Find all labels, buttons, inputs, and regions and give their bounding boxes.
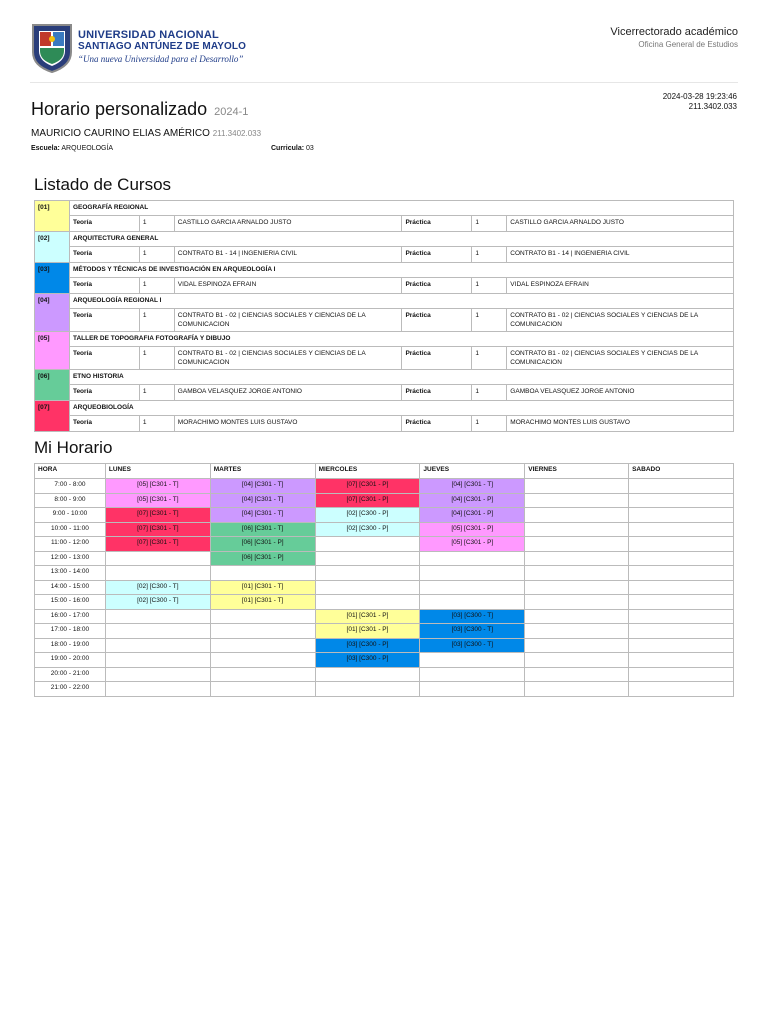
schedule-empty-cell — [525, 624, 629, 639]
schedule-empty-cell — [525, 667, 629, 682]
schedule-class-cell: [04] [C301 - P] — [420, 493, 525, 508]
schedule-row — [35, 653, 734, 668]
schedule-empty-cell — [210, 609, 315, 624]
practice-label: Práctica — [402, 216, 472, 232]
practice-teacher: CASTILLO GARCIA ARNALDO JUSTO — [507, 216, 734, 232]
student-code: 211.3402.033 — [212, 129, 262, 138]
schedule-empty-cell — [315, 667, 420, 682]
course-code: [07] — [35, 401, 70, 432]
theory-groups: 1 — [139, 416, 174, 432]
schedule-class-cell: [02] [C300 - T] — [105, 595, 210, 610]
course-name: ETNO HISTORIA — [69, 370, 733, 385]
schedule-hour: 16:00 - 17:00 — [35, 609, 106, 624]
schedule-class-cell: [03] [C300 - T] — [420, 609, 525, 624]
practice-teacher: GAMBOA VELASQUEZ JORGE ANTONIO — [507, 385, 734, 401]
schedule-class-cell: [07] [C301 - T] — [105, 522, 210, 537]
schedule-hour: 20:00 - 21:00 — [35, 667, 106, 682]
practice-label: Práctica — [402, 416, 472, 432]
schedule-class-cell: [03] [C300 - T] — [420, 638, 525, 653]
schedule-empty-cell — [525, 551, 629, 566]
courses-table — [34, 200, 734, 432]
course-code: [04] — [35, 294, 70, 332]
theory-teacher: GAMBOA VELASQUEZ JORGE ANTONIO — [174, 385, 402, 401]
course-name: TALLER DE TOPOGRAFIA FOTOGRAFÍA Y DIBUJO — [69, 332, 733, 347]
practice-groups: 1 — [472, 278, 507, 294]
schedule-class-cell: [06] [C301 - T] — [210, 522, 315, 537]
course-name: GEOGRAFÍA REGIONAL — [69, 201, 733, 216]
practice-label: Práctica — [402, 247, 472, 263]
course-code: [03] — [35, 263, 70, 294]
university-crest-icon — [30, 22, 74, 74]
schedule-empty-cell — [105, 638, 210, 653]
schedule-empty-cell — [420, 667, 525, 682]
course-header-row — [35, 201, 734, 216]
schedule-empty-cell — [210, 638, 315, 653]
schedule-empty-cell — [525, 595, 629, 610]
schedule-empty-cell — [525, 508, 629, 523]
practice-label: Práctica — [402, 309, 472, 332]
schedule-empty-cell — [420, 653, 525, 668]
course-header-row — [35, 401, 734, 416]
schedule-class-cell: [07] [C301 - P] — [315, 493, 420, 508]
schedule-class-cell: [06] [C301 - P] — [210, 551, 315, 566]
schedule-hour: 18:00 - 19:00 — [35, 638, 106, 653]
theory-teacher: MORACHIMO MONTES LUIS GUSTAVO — [174, 416, 402, 432]
schedule-empty-cell — [315, 566, 420, 581]
schedule-class-cell: [05] [C301 - T] — [105, 493, 210, 508]
theory-groups: 1 — [139, 216, 174, 232]
schedule-empty-cell — [525, 638, 629, 653]
schedule-class-cell: [04] [C301 - T] — [420, 479, 525, 494]
schedule-empty-cell — [525, 522, 629, 537]
schedule-empty-cell — [629, 609, 734, 624]
school-label: Escuela: — [31, 145, 60, 152]
course-header-row — [35, 332, 734, 347]
schedule-class-cell: [04] [C301 - T] — [210, 508, 315, 523]
practice-groups: 1 — [472, 247, 507, 263]
theory-groups: 1 — [139, 385, 174, 401]
practice-label: Práctica — [402, 278, 472, 294]
schedule-empty-cell — [629, 638, 734, 653]
theory-label: Teoría — [69, 278, 139, 294]
schedule-header-cell: LUNES — [105, 464, 210, 479]
theory-label: Teoría — [69, 385, 139, 401]
practice-label: Práctica — [402, 385, 472, 401]
schedule-empty-cell — [210, 624, 315, 639]
course-name: ARQUEOBIOLOGÍA — [69, 401, 733, 416]
theory-label: Teoría — [69, 247, 139, 263]
schedule-empty-cell — [210, 653, 315, 668]
schedule-empty-cell — [629, 580, 734, 595]
schedule-class-cell: [01] [C301 - T] — [210, 580, 315, 595]
schedule-hour: 21:00 - 22:00 — [35, 682, 106, 697]
schedule-empty-cell — [315, 551, 420, 566]
schedule-empty-cell — [210, 667, 315, 682]
schedule-empty-cell — [629, 667, 734, 682]
suboffice-name: Oficina General de Estudios — [638, 40, 738, 49]
schedule-empty-cell — [629, 624, 734, 639]
course-header-row — [35, 232, 734, 247]
schedule-empty-cell — [629, 493, 734, 508]
schedule-empty-cell — [105, 624, 210, 639]
course-detail-row — [35, 385, 734, 401]
schedule-class-cell: [04] [C301 - T] — [210, 493, 315, 508]
schedule-empty-cell — [420, 566, 525, 581]
course-detail-row — [35, 278, 734, 294]
schedule-class-cell: [05] [C301 - P] — [420, 537, 525, 552]
generation-datetime: 2024-03-28 19:23:46 — [662, 92, 737, 101]
schedule-empty-cell — [210, 682, 315, 697]
schedule-empty-cell — [525, 580, 629, 595]
schedule-class-cell: [01] [C301 - P] — [315, 624, 420, 639]
schedule-hour: 8:00 - 9:00 — [35, 493, 106, 508]
schedule-empty-cell — [629, 653, 734, 668]
schedule-empty-cell — [315, 580, 420, 595]
course-detail-row — [35, 216, 734, 232]
schedule-class-cell: [03] [C300 - P] — [315, 653, 420, 668]
practice-teacher: CONTRATO B1 - 02 | CIENCIAS SOCIALES Y CIENCIAS DE LA COMUNICACION — [507, 309, 734, 332]
schedule-row — [35, 551, 734, 566]
schedule-empty-cell — [525, 566, 629, 581]
schedule-class-cell: [01] [C301 - P] — [315, 609, 420, 624]
theory-label: Teoría — [69, 309, 139, 332]
schedule-row — [35, 479, 734, 494]
schedule-row — [35, 580, 734, 595]
university-slogan: “Una nueva Universidad para el Desarrollo” — [78, 54, 244, 64]
schedule-hour: 13:00 - 14:00 — [35, 566, 106, 581]
schedule-empty-cell — [105, 551, 210, 566]
schedule-empty-cell — [629, 551, 734, 566]
schedule-class-cell: [05] [C301 - P] — [420, 522, 525, 537]
schedule-empty-cell — [105, 566, 210, 581]
theory-groups: 1 — [139, 309, 174, 332]
theory-label: Teoría — [69, 347, 139, 370]
university-logo — [30, 22, 246, 76]
schedule-class-cell: [07] [C301 - P] — [315, 479, 420, 494]
schedule-empty-cell — [105, 682, 210, 697]
student-line — [31, 128, 261, 139]
schedule-empty-cell — [315, 537, 420, 552]
page-title — [31, 99, 248, 120]
period-label: 2024-1 — [214, 106, 249, 118]
schedule-empty-cell — [210, 566, 315, 581]
theory-label: Teoría — [69, 216, 139, 232]
schedule-header-cell: HORA — [35, 464, 106, 479]
schedule-hour: 17:00 - 18:00 — [35, 624, 106, 639]
schedule-hour: 11:00 - 12:00 — [35, 537, 106, 552]
page-title-text: Horario personalizado — [31, 99, 208, 119]
schedule-empty-cell — [420, 595, 525, 610]
schedule-row — [35, 537, 734, 552]
schedule-empty-cell — [629, 566, 734, 581]
university-name-line2: SANTIAGO ANTÚNEZ DE MAYOLO — [78, 41, 246, 52]
schedule-hour: 9:00 - 10:00 — [35, 508, 106, 523]
curricula-info — [271, 145, 314, 152]
schedule-empty-cell — [629, 682, 734, 697]
schedule-class-cell: [04] [C301 - T] — [210, 479, 315, 494]
schedule-hour: 12:00 - 13:00 — [35, 551, 106, 566]
course-code: [05] — [35, 332, 70, 370]
schedule-header-cell: MARTES — [210, 464, 315, 479]
schedule-empty-cell — [105, 653, 210, 668]
course-detail-row — [35, 309, 734, 332]
schedule-header-cell: SABADO — [629, 464, 734, 479]
practice-groups: 1 — [472, 385, 507, 401]
course-detail-row — [35, 347, 734, 370]
office-name: Vicerrectorado académico — [610, 26, 738, 38]
theory-teacher: VIDAL ESPINOZA EFRAIN — [174, 278, 402, 294]
course-header-row — [35, 263, 734, 278]
schedule-class-cell: [01] [C301 - T] — [210, 595, 315, 610]
schedule-class-cell: [07] [C301 - T] — [105, 508, 210, 523]
practice-groups: 1 — [472, 416, 507, 432]
course-code: [06] — [35, 370, 70, 401]
schedule-row — [35, 609, 734, 624]
schedule-empty-cell — [315, 682, 420, 697]
practice-groups: 1 — [472, 216, 507, 232]
schedule-hour: 14:00 - 15:00 — [35, 580, 106, 595]
schedule-empty-cell — [525, 537, 629, 552]
practice-groups: 1 — [472, 347, 507, 370]
document-meta — [663, 92, 737, 112]
practice-teacher: VIDAL ESPINOZA EFRAIN — [507, 278, 734, 294]
theory-label: Teoría — [69, 416, 139, 432]
schedule-empty-cell — [420, 551, 525, 566]
schedule-hour: 15:00 - 16:00 — [35, 595, 106, 610]
practice-teacher: MORACHIMO MONTES LUIS GUSTAVO — [507, 416, 734, 432]
course-detail-row — [35, 416, 734, 432]
curricula-label: Curricula: — [271, 145, 305, 152]
schedule-row — [35, 624, 734, 639]
meta-code: 211.3402.033 — [688, 102, 737, 111]
schedule-empty-cell — [629, 522, 734, 537]
header-divider — [30, 82, 738, 83]
schedule-class-cell: [06] [C301 - P] — [210, 537, 315, 552]
schedule-header-cell: MIERCOLES — [315, 464, 420, 479]
course-header-row — [35, 370, 734, 385]
schedule-class-cell: [02] [C300 - P] — [315, 508, 420, 523]
practice-teacher: CONTRATO B1 - 14 | INGENIERIA CIVIL — [507, 247, 734, 263]
schedule-empty-cell — [105, 609, 210, 624]
practice-teacher: CONTRATO B1 - 02 | CIENCIAS SOCIALES Y CIENCIAS DE LA COMUNICACION — [507, 347, 734, 370]
theory-teacher: CASTILLO GARCIA ARNALDO JUSTO — [174, 216, 402, 232]
schedule-empty-cell — [525, 609, 629, 624]
curricula-value: 03 — [306, 145, 314, 152]
theory-groups: 1 — [139, 247, 174, 263]
student-name: MAURICIO CAURINO ELIAS AMÉRICO — [31, 128, 210, 139]
schedule-header-cell: VIERNES — [525, 464, 629, 479]
schedule-class-cell: [03] [C300 - P] — [315, 638, 420, 653]
schedule-row — [35, 493, 734, 508]
theory-teacher: CONTRATO B1 - 14 | INGENIERIA CIVIL — [174, 247, 402, 263]
schedule-section-title: Mi Horario — [34, 438, 113, 457]
theory-teacher: CONTRATO B1 - 02 | CIENCIAS SOCIALES Y CIENCIAS DE LA COMUNICACION — [174, 309, 402, 332]
course-detail-row — [35, 247, 734, 263]
schedule-row — [35, 638, 734, 653]
schedule-class-cell: [04] [C301 - P] — [420, 508, 525, 523]
schedule-hour: 7:00 - 8:00 — [35, 479, 106, 494]
practice-label: Práctica — [402, 347, 472, 370]
practice-groups: 1 — [472, 309, 507, 332]
schedule-empty-cell — [525, 682, 629, 697]
theory-teacher: CONTRATO B1 - 02 | CIENCIAS SOCIALES Y CIENCIAS DE LA COMUNICACION — [174, 347, 402, 370]
student-info — [31, 145, 314, 152]
office-block — [610, 26, 738, 49]
schedule-empty-cell — [105, 667, 210, 682]
course-code: [02] — [35, 232, 70, 263]
schedule-empty-cell — [629, 508, 734, 523]
schedule-empty-cell — [315, 595, 420, 610]
course-name: ARQUITECTURA GENERAL — [69, 232, 733, 247]
schedule-class-cell: [07] [C301 - T] — [105, 537, 210, 552]
school-value: ARQUEOLOGÍA — [61, 145, 114, 152]
schedule-row — [35, 566, 734, 581]
schedule-empty-cell — [629, 479, 734, 494]
schedule-hour: 10:00 - 11:00 — [35, 522, 106, 537]
university-name-line1: UNIVERSIDAD NACIONAL — [78, 29, 219, 41]
course-name: ARQUEOLOGÍA REGIONAL I — [69, 294, 733, 309]
theory-groups: 1 — [139, 347, 174, 370]
schedule-row — [35, 667, 734, 682]
schedule-empty-cell — [525, 493, 629, 508]
schedule-empty-cell — [525, 653, 629, 668]
schedule-empty-cell — [629, 537, 734, 552]
schedule-empty-cell — [525, 479, 629, 494]
schedule-class-cell: [02] [C300 - P] — [315, 522, 420, 537]
schedule-class-cell: [03] [C300 - T] — [420, 624, 525, 639]
schedule-table — [34, 463, 734, 697]
schedule-hour: 19:00 - 20:00 — [35, 653, 106, 668]
schedule-header-cell: JUEVES — [420, 464, 525, 479]
page-header — [30, 20, 738, 80]
schedule-row — [35, 508, 734, 523]
schedule-empty-cell — [420, 580, 525, 595]
schedule-row — [35, 682, 734, 697]
schedule-empty-cell — [629, 595, 734, 610]
schedule-empty-cell — [420, 682, 525, 697]
course-header-row — [35, 294, 734, 309]
schedule-class-cell: [02] [C300 - T] — [105, 580, 210, 595]
course-name: MÉTODOS Y TÉCNICAS DE INVESTIGACIÓN EN ARQUEOLOGÍA I — [69, 263, 733, 278]
theory-groups: 1 — [139, 278, 174, 294]
schedule-class-cell: [05] [C301 - T] — [105, 479, 210, 494]
courses-section-title: Listado de Cursos — [34, 175, 172, 194]
course-code: [01] — [35, 201, 70, 232]
schedule-row — [35, 595, 734, 610]
schedule-row — [35, 522, 734, 537]
